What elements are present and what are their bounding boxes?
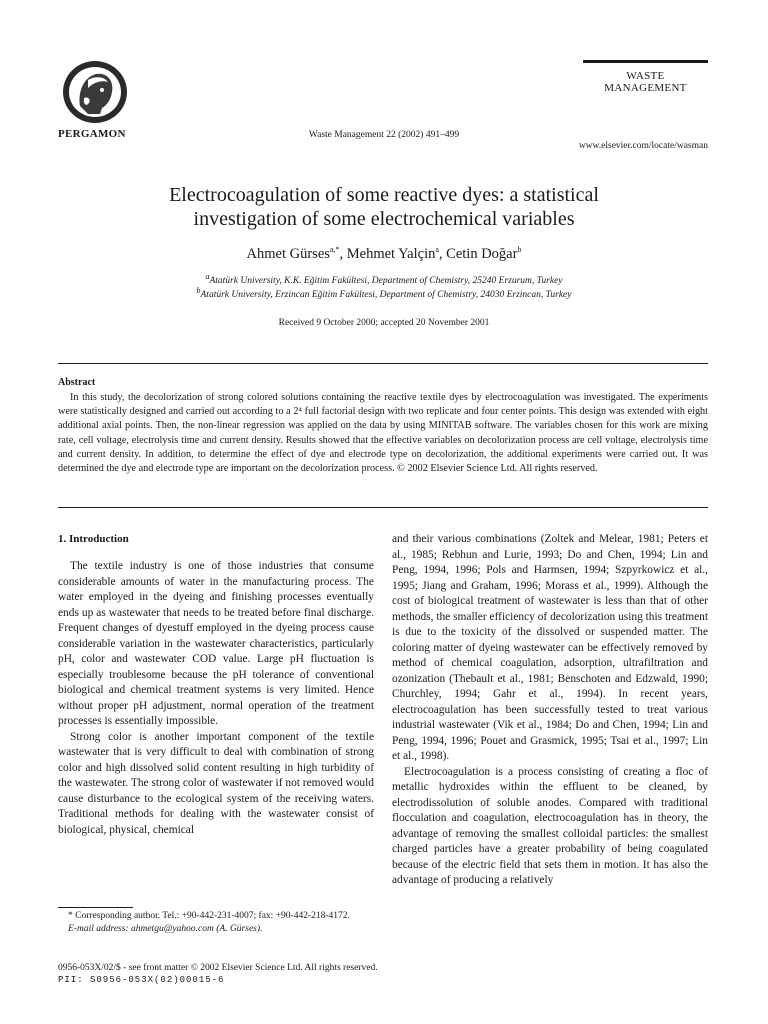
- email-note: E-mail address: ahmetgu@yahoo.com (A. Gürses).: [68, 923, 263, 934]
- publisher-name: PERGAMON: [58, 128, 126, 140]
- section-heading-introduction: 1. Introduction: [58, 533, 129, 545]
- paragraph: and their various combinations (Zoltek and Melear, 1981; Peters et al., 1985; Rebhun and Lurie, 1993; Do and Chen, 1994; Lin and Peng, 1994, 1996; Pols and Harmsen, 1994; Szpyrkowicz et al., 1995; Jiang and Graham, 1996; Morass et al., 1999). Although the cost of biological treatment of wastewater is less than that of other methods, the smaller efficiency of decolorization using this treatment is due to the toxicity of the dissolved or suspended matter. The coloring matter of dyeing wastewater can be effectively removed by method of chemical coagulation, adsorption, ultrafiltration and ozonization (Thebault et al., 1981; Benschoten and Edzwald, 1990; Churchley, 1994; Gahr et al., 1994). In recent years, electrocoagulation has been successfully tested to treat various industrial wastewater (Vik et al., 1984; Do and Chen, 1994; Lin and Peng, 1994, 1996; Pouet and Grasmick, 1995; Tsai et al., 1997; Lin et al., 1998).: [392, 533, 708, 762]
- corresponding-author-note: * Corresponding author. Tel.: +90-442-231-4007; fax: +90-442-218-4172.: [68, 911, 350, 921]
- abstract-heading: Abstract: [58, 377, 96, 388]
- paragraph: The textile industry is one of those industries that consume considerable amounts of water in the manufacturing process. The water employed in the dyeing and finishing processes eventually ends up as wastewater that needs to be treated before final discharge. Frequent changes of dyestuff employed in the dyeing process cause considerable variation in the wastewater characteristics, particularly pH, color and wastewater COD value. Large pH fluctuation is especially troublesome because the pH tolerance of conventional biological and chemical treatment systems is very limited. Hence without proper pH adjustment, normal operation of the treatment processes is essentially impossible.: [58, 560, 374, 727]
- pii-line: PII: S0956-053X(02)00015-6: [58, 975, 225, 985]
- abstract-bottom-rule: [58, 507, 708, 508]
- author-name: Cetin Doğar: [446, 246, 518, 262]
- author-list: Ahmet Gürses$^{a,*}$, Mehmet Yalçin$^a$, Cetin Doğar$^b$: [246, 245, 522, 262]
- affiliation-mark: b: [196, 285, 201, 295]
- body-column-right: [392, 532, 708, 889]
- title-line-1: Electrocoagulation of some reactive dyes: a statistical: [169, 184, 599, 206]
- footnote-rule: [58, 907, 133, 908]
- page-footer: [58, 962, 378, 986]
- journal-name-line2: MANAGEMENT: [604, 82, 687, 94]
- affiliation-text: Atatürk University, K.K. Eğitim Fakültesi, Department of Chemistry, 25240 Erzurum, Turkey: [209, 276, 563, 286]
- received-dates: Received 9 October 2000; accepted 20 November 2001: [278, 318, 490, 328]
- author-affiliation-mark: a: [435, 245, 439, 255]
- abstract-text: In this study, the decolorization of strong colored solutions containing the reactive textile dyes by electrocoagulation was investigated. The experiments were statistically designed and carried out according to a 2⁴ full factorial design with two replicate and four center points. This design was extended with eight additional axial points. Then, the non-linear regression was applied on the data by using MINITAB software. The variables chosen for this work are mixing rate, cell voltage, electrolysis time and current density. Results showed that the effective variables on decolorization process are cell voltage, electrolysis time and current density. In addition, to determine the effect of dye and electrode type on decolorization, the additional experiments were carried out. It was determined the dye and electrode type are important on the decolorization process. © 2002 Elsevier Science Ltd. All rights reserved.: [58, 392, 708, 475]
- body-column-left: [58, 559, 374, 838]
- author-affiliation-mark: a,*: [329, 245, 340, 255]
- pergamon-logo: [58, 58, 132, 126]
- title-line-2: investigation of some electrochemical variables: [193, 208, 575, 230]
- journal-url[interactable]: www.elsevier.com/locate/wasman: [578, 141, 708, 151]
- affiliation-a: [60, 271, 708, 286]
- affiliation-b: [60, 285, 708, 300]
- paragraph: Strong color is another important component of the textile wastewater that is very difficult to deal with combination of strong color and high dissolved solid content resulting in high turbidity of the wastewater. The strong color of wastewater if not removed would cause disturbance to the ecological system of the receiving waters. Traditional methods for dealing with the wastewater consist of biological, physical, chemical: [58, 730, 374, 836]
- journal-name: [583, 70, 708, 94]
- article-title: [60, 183, 708, 231]
- abstract-top-rule: [58, 363, 708, 364]
- journal-citation: Waste Management 22 (2002) 491–499: [308, 130, 460, 140]
- affiliation-text: Atatürk University, Erzincan Eğitim Fakültesi, Department of Chemistry, 24030 Erzincan, Turkey: [200, 290, 572, 300]
- author-name: Mehmet Yalçin: [346, 246, 436, 262]
- paragraph: Electrocoagulation is a process consisting of creating a floc of metallic hydroxides within the effluent to be cleaned, by electrodissolution of soluble anodes. Compared with traditional flocculation and coagulation, electrocoagulation has in theory, the advantage of removing the smallest colloidal particles: the smallest charged particles have a greater probability of being coagulated because of the electric field that sets them in motion. It has also the advantage of producing a relatively: [392, 765, 708, 886]
- journal-name-line1: WASTE: [626, 70, 665, 82]
- author-name: Ahmet Gürses: [246, 246, 330, 262]
- author-affiliation-mark: b: [517, 245, 522, 255]
- copyright-line: 0956-053X/02/$ - see front matter © 2002 Elsevier Science Ltd. All rights reserved.: [58, 963, 378, 973]
- journal-name-bar: [583, 60, 708, 63]
- affiliation-mark: a: [205, 271, 210, 281]
- footnote: [58, 910, 374, 935]
